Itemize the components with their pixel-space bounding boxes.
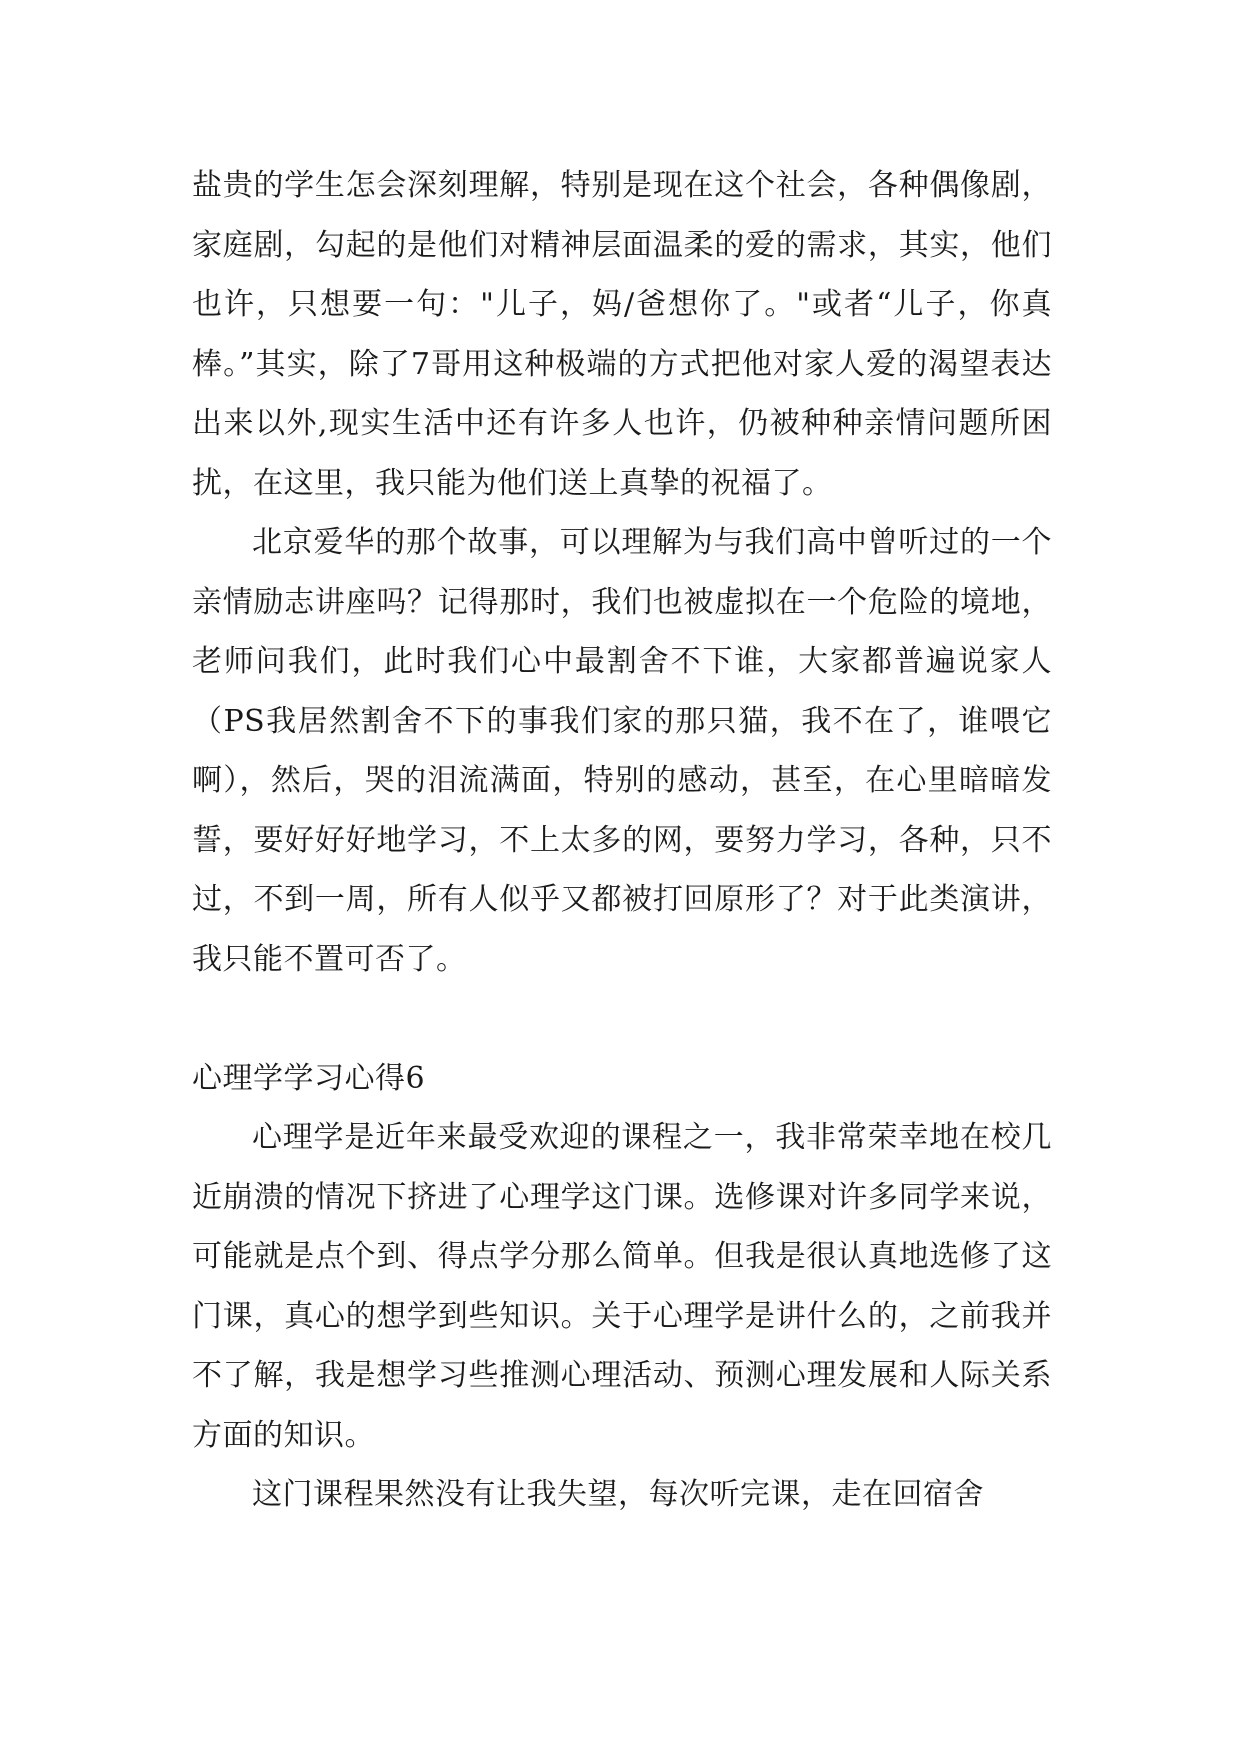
section-title: 心理学学习心得6 (192, 1060, 426, 1096)
paragraph-continuation: 盐贵的学生怎会深刻理解，特别是现在这个社会，各种偶像剧，家庭剧，勾起的是他们对精神层面温柔的爱的需求，其实，他们也许，只想要一句："儿子，妈/爸想你了。"或者“儿子，你真棒。”其实，除了7哥用这种极端的方式把他对家人爱的渴望表达出来以外,现实生活中还有许多人也许，仍被种种亲情问题所困扰，在这里，我只能为他们送上真挚的祝福了。 (192, 168, 1052, 501)
paragraph: 北京爱华的那个故事，可以理解为与我们高中曾听过的一个亲情励志讲座吗？记得那时，我们也被虚拟在一个危险的境地，老师问我们，此时我们心中最割舍不下谁，大家都普遍说家人（PS我居然割舍不下的事我们家的那只猫，我不在了，谁喂它啊），然后，哭的泪流满面，特别的感动，甚至，在心里暗暗发誓，要好好好地学习，不上太多的网，要努力学习，各种，只不过，不到一周，所有人似乎又都被打回原形了？对于此类演讲，我只能不置可否了。 (192, 525, 1052, 977)
paragraph: 这门课程果然没有让我失望，每次听完课，走在回宿舍 (252, 1477, 984, 1512)
paragraph: 心理学是近年来最受欢迎的课程之一，我非常荣幸地在校几近崩溃的情况下挤进了心理学这门课。选修课对许多同学来说，可能就是点个到、得点学分那么简单。但我是很认真地选修了这门课，真心的想学到些知识。关于心理学是讲什么的，之前我并不了解，我是想学习些推测心理活动、预测心理发展和人际关系方面的知识。 (192, 1120, 1052, 1453)
document-body (192, 156, 1052, 1525)
blank-line (192, 989, 1052, 1049)
